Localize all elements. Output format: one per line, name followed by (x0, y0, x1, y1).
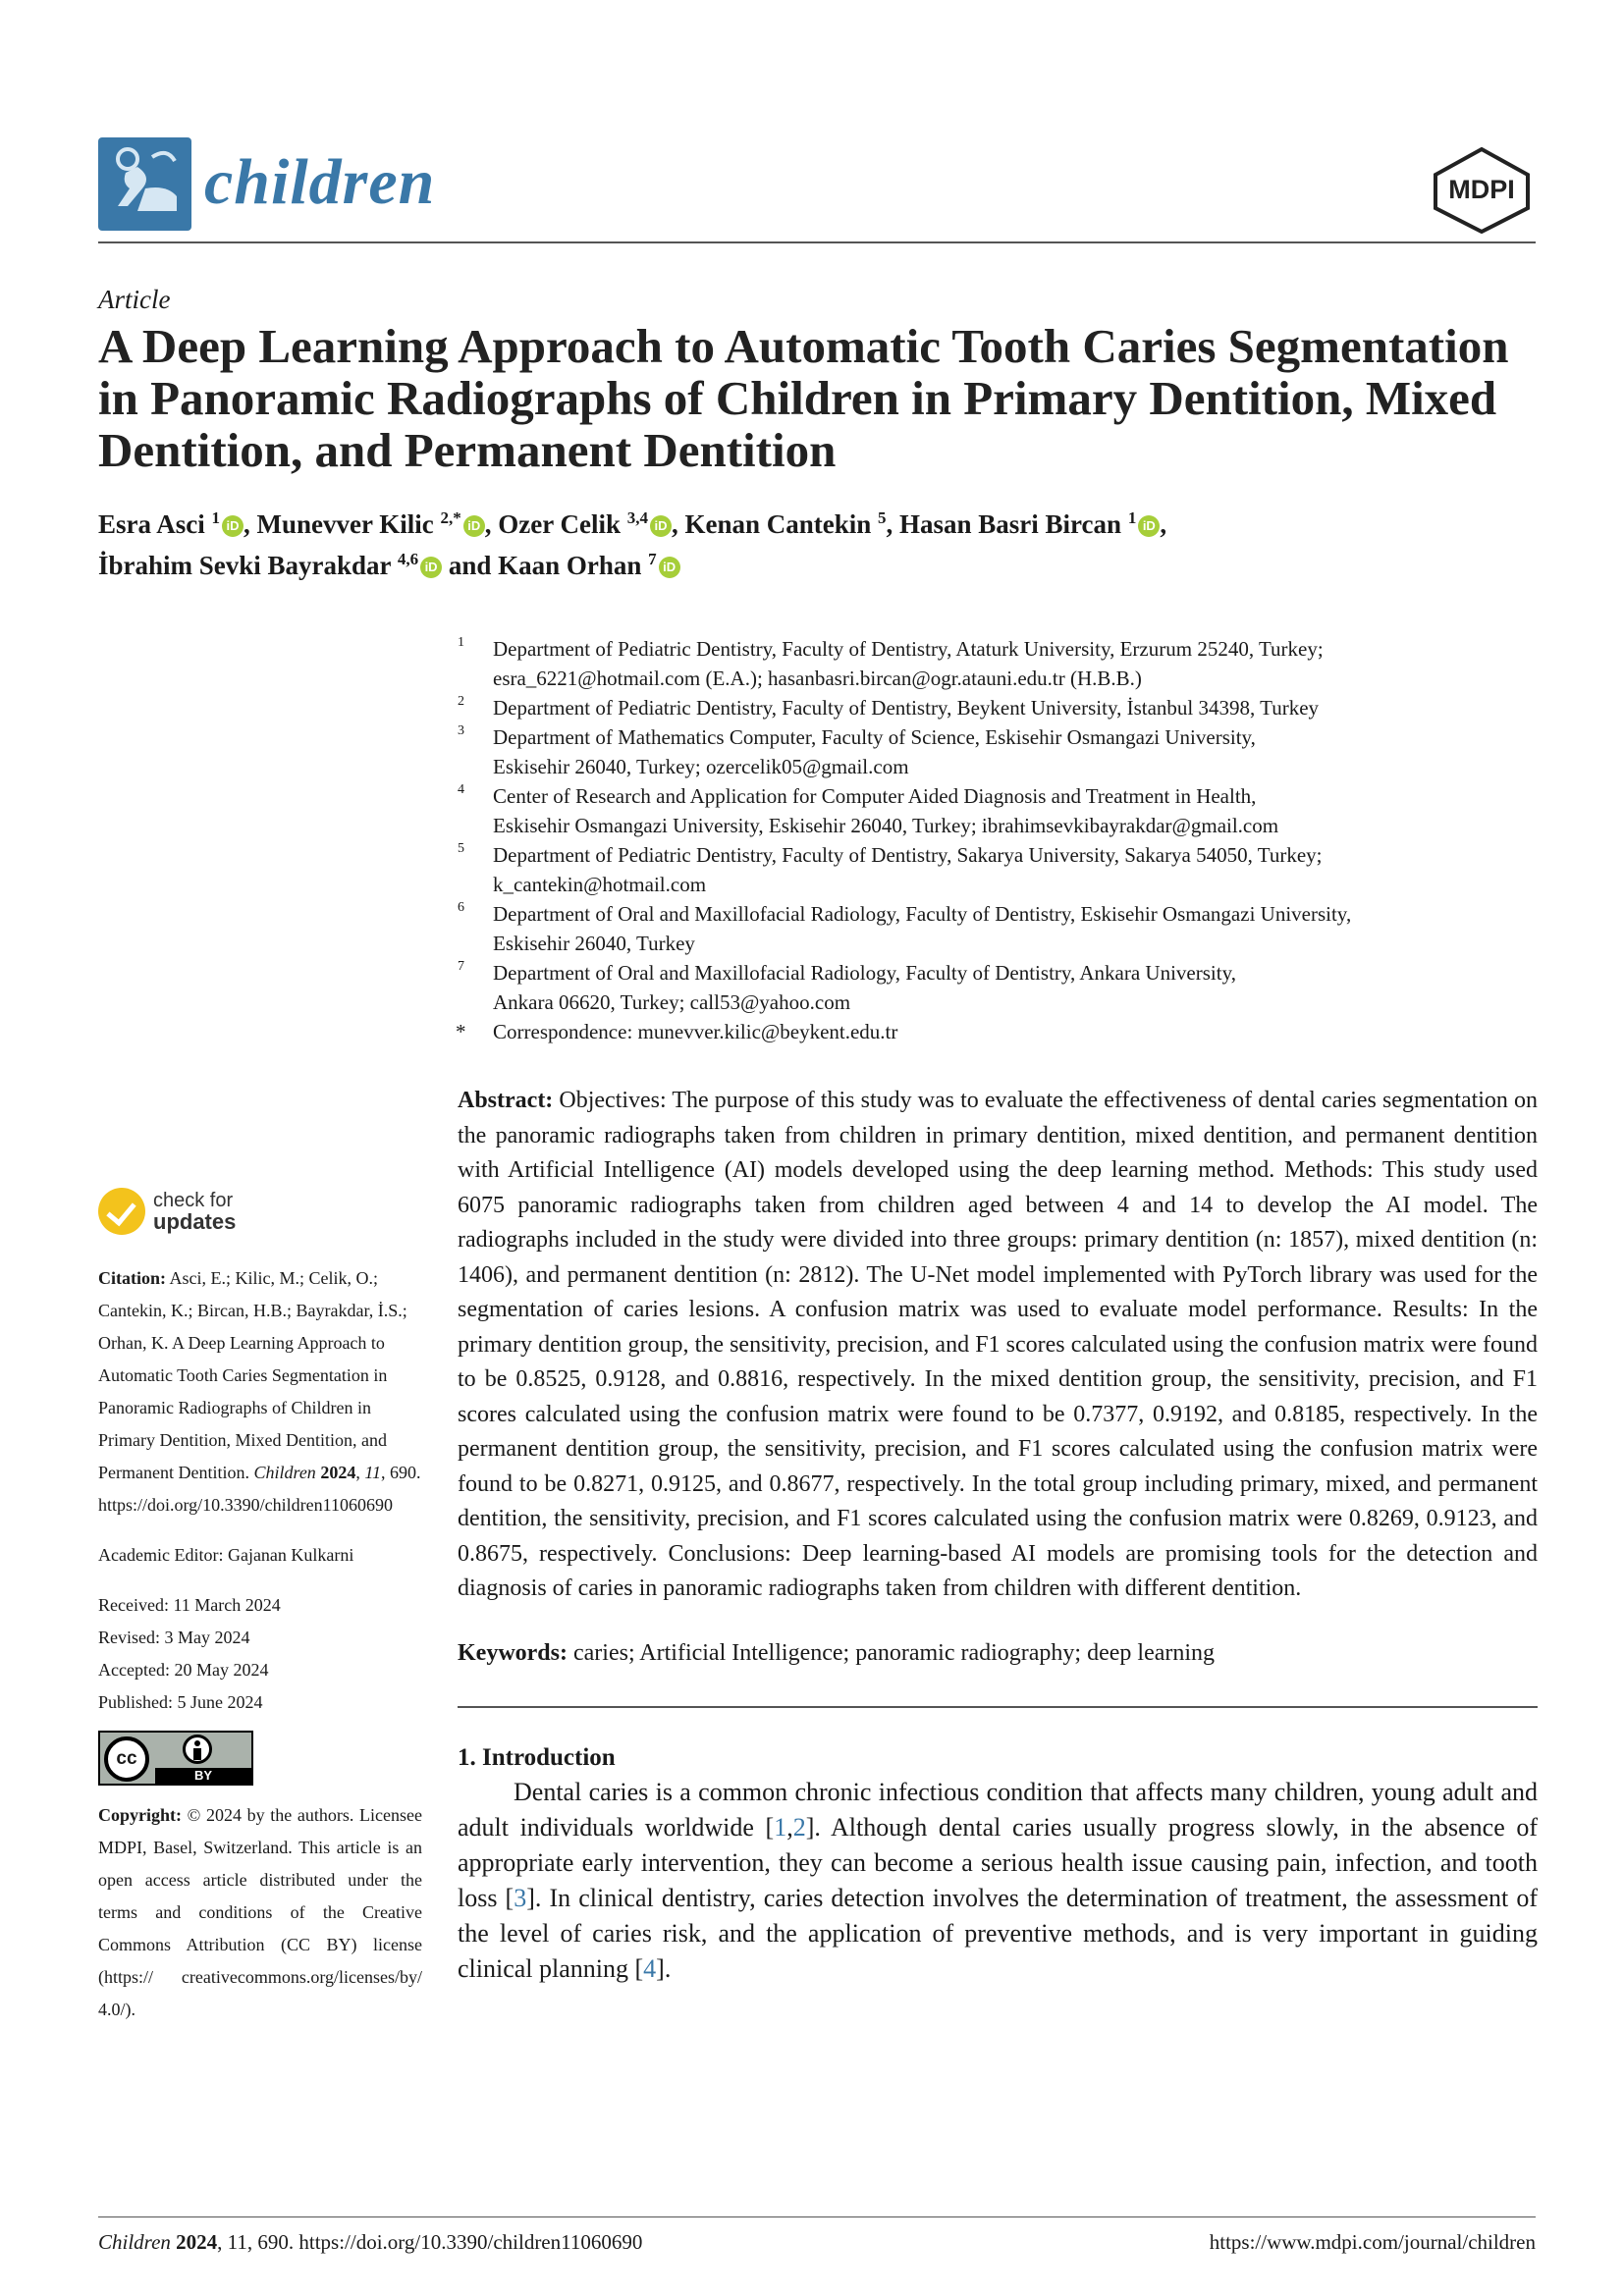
affiliation-number: 7 (458, 959, 464, 974)
affiliation-line: Ankara 06620, Turkey; call53@yahoo.com (493, 990, 851, 1014)
author-name[interactable]: Kaan Orhan (498, 551, 649, 580)
reference-link-3[interactable]: 3 (514, 1884, 527, 1912)
author-affiliation-marker: 2,* (440, 508, 461, 527)
reference-link-1[interactable]: 1 (774, 1813, 787, 1842)
revised-date: Revised: 3 May 2024 (98, 1628, 250, 1647)
affiliation-number: 2 (458, 694, 464, 709)
mdpi-logo[interactable] (1428, 145, 1536, 234)
cc-by-label: BY (155, 1768, 251, 1784)
affiliation-item (452, 899, 1542, 958)
introduction-paragraph: Dental caries is a common chronic infectious condition that affects many children, young adult and adult individuals worldwide [1,2]. Although dental caries usually progress slowly, in the absence of appropriate early intervention, they can become a serious health issue causing pain, infection, and tooth loss [3]. In clinical dentistry, caries detection involves the determination of treatment, the assessment of the level of caries risk, and the application of preventive methods, and is very important in guiding clinical planning [4]. (458, 1778, 1538, 1983)
check-updates-line2: updates (153, 1209, 237, 1234)
abstract-text: Objectives: The purpose of this study was to evaluate the effectiveness of dental caries segmentation on the panoramic radiographs taken from children in primary dentition, mixed dentition, and permanent dentition with Artificial Intelligence (AI) models developed using the deep learning method. Methods: This study used 6075 panoramic radiographs taken from children aged between 4 and 14 to develop the AI model. The radiographs included in the study were divided into three groups: primary dentition (n: 1857), mixed dentition (n: 1406), and permanent dentition (n: 2812). The U-Net model implemented with PyTorch library was used for the segmentation of caries lesions. A confusion matrix was used to evaluate model performance. Results: In the primary dentition group, the sensitivity, precision, and F1 scores calculated using the confusion matrix were found to be 0.8525, 0.9128, and 0.8816, respectively. In the mixed dentition group, the sensitivity, precision, and F1 scores calculated using the confusion matrix were found to be 0.7377, 0.9192, and 0.8185, respectively. In the permanent dentition group, the sensitivity, precision, and F1 scores calculated using the confusion matrix were found to be 0.8271, 0.9125, and 0.8677, respectively. In the total group including primary, mixed, and permanent dentition, the sensitivity, precision, and F1 scores calculated using the confusion matrix were 0.8269, 0.9123, and 0.8675, respectively. Conclusions: Deep learning-based AI models are promising tools for the detection and diagnosis of caries in panoramic radiographs taken from children with different dentition. (458, 1088, 1539, 1601)
affiliation-line: Center of Research and Application for Computer Aided Diagnosis and Treatment in Health, (493, 784, 1257, 808)
correspondence-email[interactable]: Correspondence: munevver.kilic@beykent.edu.tr (493, 1020, 898, 1043)
journal-name[interactable]: children (204, 146, 436, 218)
affiliation-line: Department of Oral and Maxillofacial Radiology, Faculty of Dentistry, Eskisehir Osmangazi University, (493, 902, 1352, 926)
copyright-notice (98, 1799, 422, 2026)
affiliation-item (452, 958, 1542, 1017)
orcid-icon[interactable]: iD (222, 515, 244, 537)
reference-link-4[interactable]: 4 (643, 1954, 657, 1983)
footer-citation (98, 2230, 642, 2255)
author-name[interactable]: Esra Asci (98, 509, 212, 539)
citation-journal: Children (253, 1463, 316, 1482)
abstract (458, 1084, 1538, 1607)
citation-year: 2024 (320, 1463, 356, 1482)
checkmark-icon (98, 1188, 145, 1235)
footer-doi[interactable]: , 11, 690. https://doi.org/10.3390/children11060690 (217, 2230, 643, 2254)
orcid-icon[interactable]: iD (1138, 515, 1160, 537)
abstract-label: Abstract: (458, 1088, 554, 1113)
child-figure-icon (98, 137, 191, 231)
author-name[interactable]: Kenan Cantekin (684, 509, 879, 539)
correspondence-marker: * (456, 1020, 466, 1043)
affiliation-item (452, 781, 1542, 840)
cc-icon: cc (104, 1736, 149, 1782)
footer-journal-url[interactable]: https://www.mdpi.com/journal/children (1209, 2230, 1536, 2254)
keywords-text: caries; Artificial Intelligence; panoramic radiography; deep learning (572, 1639, 1216, 1666)
orcid-icon[interactable]: iD (420, 557, 442, 578)
copyright-text: © 2024 by the authors. Licensee MDPI, Basel, Switzerland. This article is an open access article distributed under the terms and conditions of the Creative Commons Attribution (CC BY) license (https:// creativecommons.org/licenses/by/ 4.0/). (98, 1805, 422, 2019)
affiliation-line: Department of Pediatric Dentistry, Faculty of Dentistry, Ataturk University, Erzurum 25240, Turkey; (493, 637, 1324, 661)
copyright-label: Copyright: (98, 1805, 182, 1825)
citation-doi-link[interactable]: , 690. https://doi.org/10.3390/children11060690 (98, 1463, 421, 1515)
main-content (458, 1084, 1538, 1987)
affiliation-number: 3 (458, 723, 464, 738)
keywords-label: Keywords: (458, 1639, 568, 1666)
orcid-icon[interactable]: iD (463, 515, 485, 537)
footer-divider (98, 2216, 1536, 2217)
footer-journal: Children (98, 2230, 171, 2254)
author-affiliation-marker: 1 (1127, 508, 1137, 527)
author-name[interactable]: Munevver Kilic (256, 509, 441, 539)
mdpi-logo-text: MDPI (1448, 175, 1515, 204)
affiliation-item (452, 722, 1542, 781)
affiliation-number: 6 (458, 900, 464, 915)
article-title: A Deep Learning Approach to Automatic Tooth Caries Segmentation in Panoramic Radiographs of Children in Primary Dentition, Mixed Dentition, and Permanent Dentition (98, 319, 1509, 477)
affiliation-line: Department of Oral and Maxillofacial Radiology, Faculty of Dentistry, Ankara University, (493, 961, 1236, 985)
author-list: Esra Asci $^1$ iD , Munevver Kilic $^{2,*}$ iD , Ozer Celik $^{3,4}$ iD , Kenan Cantekin $^5$, Hasan Basri Bircan $^1$ iD , İbrahim Sevki Bayrakdar $^{4,6}$ iD and Kaan Orhan $^7$ iD (98, 508, 1167, 580)
citation: Citation: Asci, E.; Kilic, M.; Celik, O.; Cantekin, K.; Bircan, H.B.; Bayrakdar, İ.S.; Orhan, K. A Deep Learning Approach to Automatic Tooth Caries Segmentation in Panoramic Radiographs of Children in Primary Dentition, Mixed Dentition, and Permanent Dentition. Children 2024, 11, 690. https://doi.org/10.3390/children11060690 (98, 1268, 421, 1515)
check-for-updates-button[interactable] (98, 1188, 422, 1235)
author-affiliation-marker: 3,4 (626, 508, 648, 527)
affiliation-line: Department of Mathematics Computer, Faculty of Science, Eskisehir Osmangazi University, (493, 725, 1256, 749)
citation-label: Citation: (98, 1268, 166, 1288)
affiliations (452, 634, 1542, 1046)
section-divider (458, 1706, 1538, 1708)
affiliation-line: Department of Pediatric Dentistry, Faculty of Dentistry, Sakarya University, Sakarya 54050, Turkey; (493, 843, 1323, 867)
affiliation-line: Eskisehir Osmangazi University, Eskisehir 26040, Turkey; ibrahimsevkibayrakdar@gmail.com (493, 814, 1279, 837)
affiliation-line: Eskisehir 26040, Turkey; ozercelik05@gmail.com (493, 755, 909, 778)
author-name[interactable]: İbrahim Sevki Bayrakdar (98, 551, 398, 580)
author-affiliation-marker: 7 (648, 550, 657, 568)
attribution-person-icon (183, 1735, 212, 1764)
citation-text: Asci, E.; Kilic, M.; Celik, O.; Cantekin, K.; Bircan, H.B.; Bayrakdar, İ.S.; Orhan, K. A Deep Learning Approach to Automatic Tooth Caries Segmentation in Panoramic Radiographs of Children in Primary Dentition, Mixed Dentition, and Permanent Dentition. (98, 1268, 407, 1482)
introduction-heading: 1. Introduction (458, 1744, 616, 1771)
affiliation-item (452, 634, 1542, 693)
correspondence (452, 1017, 1542, 1046)
reference-link-2[interactable]: 2 (792, 1813, 806, 1842)
affiliation-number: 5 (458, 841, 464, 856)
affiliation-line: Eskisehir 26040, Turkey (493, 932, 695, 955)
citation-volume: 11 (364, 1463, 381, 1482)
cc-by-license-badge[interactable] (98, 1731, 253, 1786)
affiliation-item (452, 840, 1542, 899)
article-type: Article (98, 285, 171, 314)
author-name[interactable]: Hasan Basri Bircan (899, 509, 1128, 539)
check-updates-line1: check for (153, 1190, 234, 1211)
affiliation-line: esra_6221@hotmail.com (E.A.); hasanbasri.bircan@ogr.atauni.edu.tr (H.B.B.) (493, 667, 1142, 690)
author-affiliation-marker: 5 (878, 508, 887, 527)
keywords (458, 1636, 1538, 1672)
accepted-date: Accepted: 20 May 2024 (98, 1660, 269, 1680)
affiliation-item (452, 693, 1542, 722)
affiliation-number: 4 (458, 782, 464, 797)
affiliation-line: k_cantekin@hotmail.com (493, 873, 707, 896)
published-date: Published: 5 June 2024 (98, 1692, 263, 1712)
orcid-icon[interactable]: iD (659, 557, 680, 578)
affiliation-number: 1 (458, 635, 464, 650)
orcid-icon[interactable]: iD (650, 515, 672, 537)
footer-year: 2024 (176, 2230, 218, 2254)
academic-editor: Academic Editor: Gajanan Kulkarni (98, 1545, 354, 1565)
article-sidebar (98, 1188, 422, 2026)
header-divider (98, 241, 1536, 243)
received-date: Received: 11 March 2024 (98, 1595, 281, 1615)
journal-header (98, 137, 1536, 245)
author-affiliation-marker: 4,6 (397, 550, 419, 568)
journal-logo[interactable] (98, 137, 191, 231)
affiliation-line: Department of Pediatric Dentistry, Faculty of Dentistry, Beykent University, İstanbul 34398, Turkey (493, 696, 1320, 720)
author-affiliation-marker: 1 (211, 508, 221, 527)
author-name[interactable]: Ozer Celik (498, 509, 627, 539)
